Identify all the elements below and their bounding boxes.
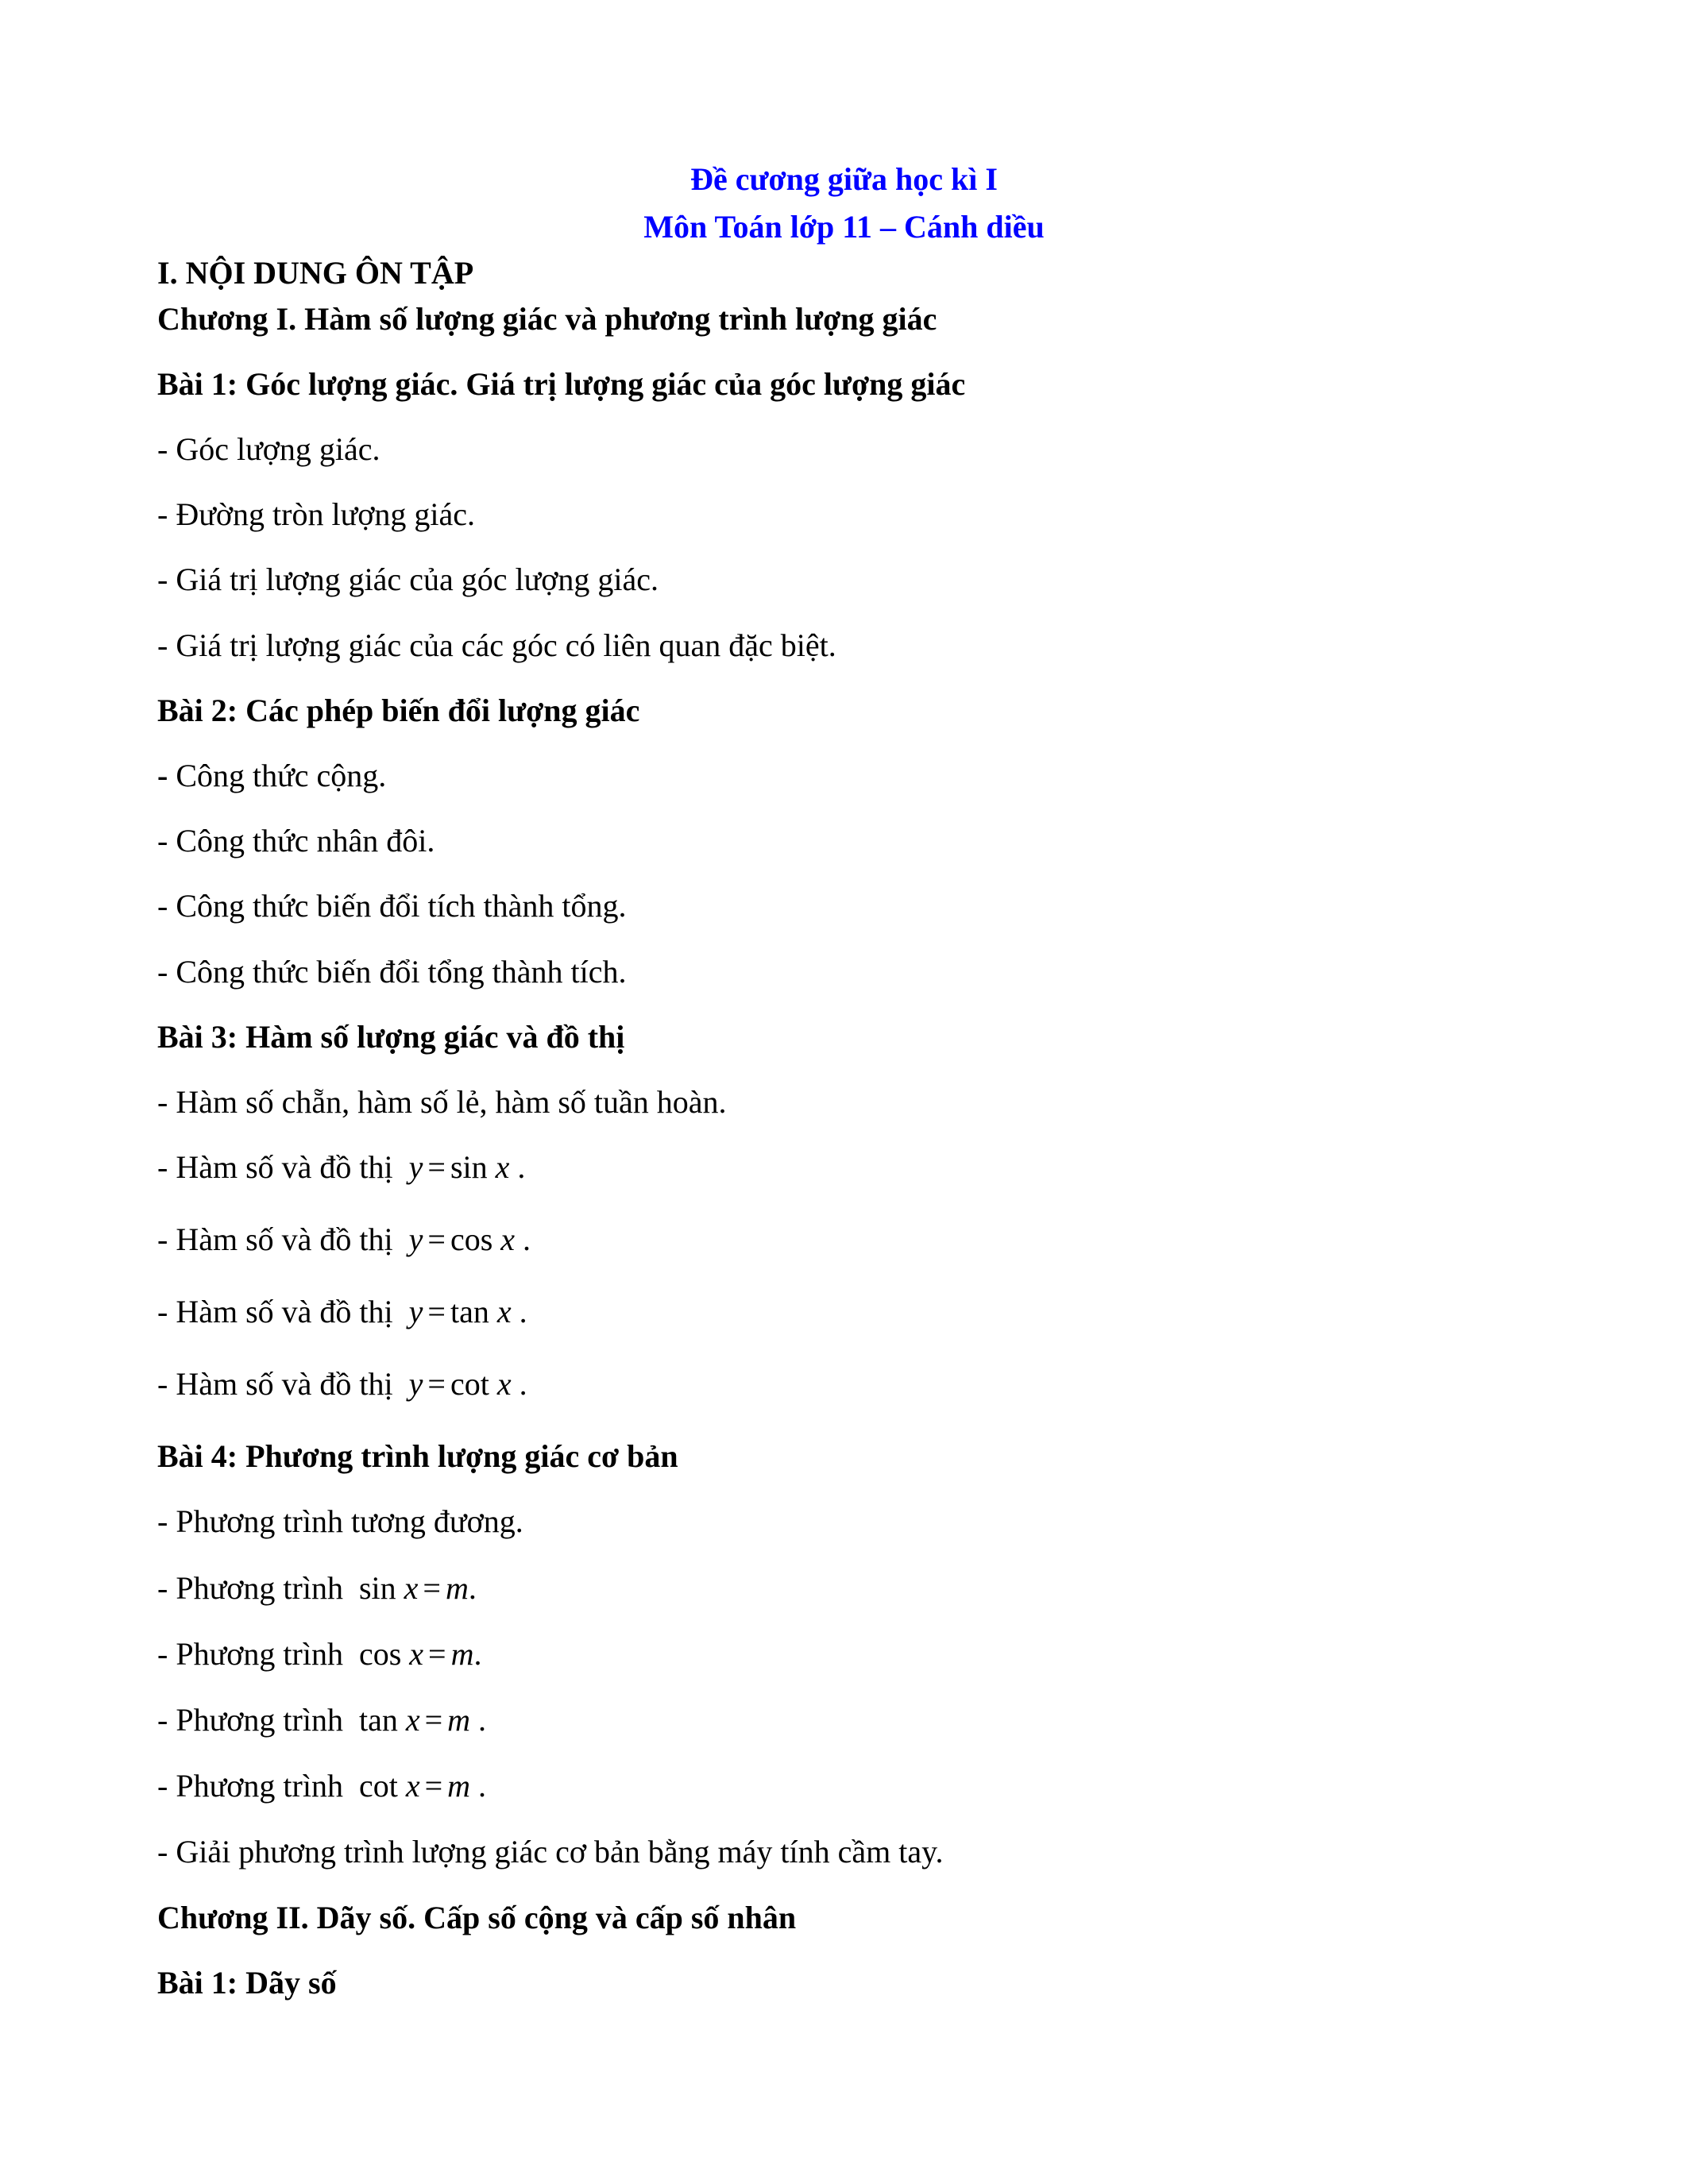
doc-title-line1: Đề cương giữa học kì I <box>690 161 998 197</box>
list-item <box>157 760 386 792</box>
list-item: - Công thức nhân đôi. <box>157 823 435 859</box>
list-item: - Góc lượng giác. <box>157 431 380 467</box>
formula: sin x = m. <box>358 1570 477 1606</box>
equation-item-sin <box>157 1572 477 1604</box>
lesson-2-title: Bài 2: Các phép biến đổi lượng giác <box>157 693 640 728</box>
item-prefix: - Phương trình <box>157 1636 343 1672</box>
formula: y = tan x . <box>408 1294 527 1329</box>
bullet-dash: - <box>157 758 168 793</box>
list-item: - Giá trị lượng giác của các góc có liên quan đặc biệt. <box>157 627 836 663</box>
formula: cos x = m. <box>358 1636 482 1672</box>
formula: y = cos x . <box>408 1221 531 1257</box>
formula: cot x = m . <box>358 1768 487 1804</box>
equation-item-cos <box>157 1638 482 1670</box>
item-prefix: - Phương trình <box>157 1702 343 1738</box>
item-prefix: - Phương trình <box>157 1570 343 1606</box>
list-item-text: Công thức cộng. <box>168 758 387 793</box>
equation-item-tan <box>157 1704 486 1736</box>
item-prefix: - Phương trình <box>157 1768 343 1804</box>
item-prefix: - Hàm số và đồ thị <box>157 1366 393 1402</box>
graph-item-cot <box>157 1368 527 1400</box>
list-item: - Giá trị lượng giác của góc lượng giác. <box>157 561 659 597</box>
equation-item-cot <box>157 1770 486 1802</box>
formula: y = sin x . <box>408 1149 526 1185</box>
list-item: - Đường tròn lượng giác. <box>157 496 476 532</box>
lesson-1-title: Bài 1: Góc lượng giác. Giá trị lượng giác của góc lượng giác <box>157 366 966 402</box>
list-item: - Hàm số chẵn, hàm số lẻ, hàm số tuần hoàn. <box>157 1084 727 1120</box>
formula: y = cot x . <box>408 1366 527 1402</box>
chapter-1-title: Chương I. Hàm số lượng giác và phương trình lượng giác <box>157 301 937 337</box>
item-prefix: - Hàm số và đồ thị <box>157 1294 393 1329</box>
lesson-3-title: Bài 3: Hàm số lượng giác và đồ thị <box>157 1019 625 1055</box>
chapter-2-lesson-1-title: Bài 1: Dãy số <box>157 1965 337 2001</box>
graph-item-cos <box>157 1221 531 1257</box>
graph-item-sin <box>157 1149 526 1185</box>
section-heading: I. NỘI DUNG ÔN TẬP <box>157 255 474 291</box>
list-item: - Phương trình tương đương. <box>157 1503 523 1539</box>
item-prefix: - Hàm số và đồ thị <box>157 1149 393 1185</box>
lesson-4-title: Bài 4: Phương trình lượng giác cơ bản <box>157 1438 678 1474</box>
list-item: - Công thức biến đổi tích thành tổng. <box>157 888 627 924</box>
graph-item-tan <box>157 1296 527 1328</box>
item-prefix: - Hàm số và đồ thị <box>157 1221 393 1257</box>
list-item: - Giải phương trình lượng giác cơ bản bằng máy tính cầm tay. <box>157 1834 944 1870</box>
doc-title-line2: Môn Toán lớp 11 – Cánh diều <box>643 209 1045 245</box>
formula: tan x = m . <box>358 1702 487 1738</box>
chapter-2-title: Chương II. Dãy số. Cấp số cộng và cấp số nhân <box>157 1900 797 1935</box>
list-item: - Công thức biến đổi tổng thành tích. <box>157 954 627 990</box>
